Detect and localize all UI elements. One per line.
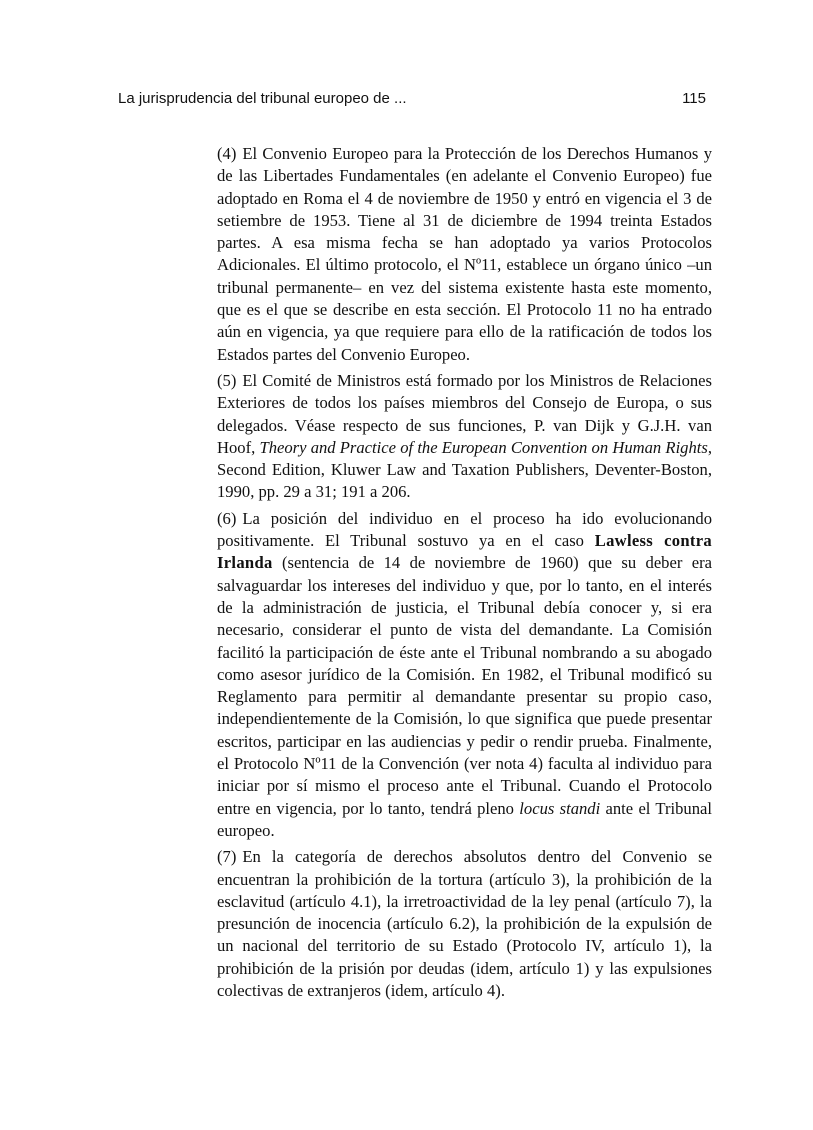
note-number: (5) — [217, 370, 237, 390]
page-number: 115 — [682, 90, 706, 107]
running-header — [118, 90, 706, 107]
note-6 — [217, 508, 712, 842]
note-text: El Comité de Ministros está formado por los Ministros de Relaciones Exteriores de todos los países miembros del Consejo de Europa, o sus delegados. Véase respecto de sus funciones, P. van Dijk y G.J.H. van Hoof, — [217, 370, 712, 457]
note-text: El Convenio Europeo para la Protección de los Derechos Humanos y de las Libertades Fundamentales (en adelante el Convenio Europeo) fue adoptado en Roma el 4 de noviembre de 1950 y entró en vigencia el 3 de setiembre de 1953. Tiene al 31 de diciembre de 1994 treinta Estados partes. A esa misma fecha se han adoptado ya varios Protocolos Adicionales. El último protocolo, el Nº11, establece un órgano único –un tribunal permanente– en vez del sistema existente hasta este momento, que es el que se describe en esta sección. El Protocolo 11 no ha entrado aún en vigencia, ya que requiere para ello de la ratificación de todos los Estados partes del Convenio Europeo. — [217, 144, 712, 364]
note-number: (6) — [217, 508, 237, 528]
note-text: En la categoría de derechos absolutos dentro del Convenio se encuentran la prohibición de la tortura (artículo 3), la prohibición de la esclavitud (artículo 4.1), la irretroactividad de la ley penal (artículo 7), la presunción de inocencia (artículo 6.2), la prohibición de la expulsión de un nacional del territorio de su Estado (Protocolo IV, artículo 1), la prohibición de la prisión por deudas (idem, artículo 1) y las expulsiones colectivas de extranjeros (idem, artículo 4). — [217, 847, 712, 1000]
note-4 — [217, 143, 712, 366]
note-text: , Second Edition, Kluwer Law and Taxation Publishers, Deventer-Boston, 1990, pp. 29 a 31; 191 a 206. — [217, 437, 712, 502]
note-text: (sentencia de 14 de noviembre de 1960) que su deber era salvaguardar los intereses del individuo y que, por lo tanto, en el interés de la administración de justicia, el Tribunal debía conocer y, si era necesario, considerar el punto de vista del demandante. La Comisión facilitó la participación de éste ante el Tribunal nombrando a su abogado como asesor jurídico de la Comisión. En 1982, el Tribunal modificó su Reglamento para permitir al demandante presentar su propio caso, independientemente de la Comisión, lo que significa que puede presentar escritos, participar en las audiencias y pedir o rendir prueba. Finalmente, el Protocolo Nº11 de la Convención (ver nota 4) faculta al individuo para iniciar por sí mismo el proceso ante el Tribunal. Cuando el Protocolo entre en vigencia, por lo tanto, tendrá pleno — [217, 553, 712, 818]
case-name: Lawless contra Irlanda — [217, 531, 712, 573]
note-text: La posición del individuo en el proceso ha ido evolucionando positivamente. El Tribunal sostuvo ya en el caso — [217, 508, 712, 551]
endnotes — [217, 143, 712, 1002]
book-title: Theory and Practice of the European Convention on Human Rights — [259, 437, 708, 457]
note-5 — [217, 370, 712, 504]
note-number: (7) — [217, 847, 237, 867]
note-text: ante el Tribunal europeo. — [217, 798, 712, 840]
note-7 — [217, 846, 712, 1002]
note-number: (4) — [217, 144, 237, 163]
running-title: La jurisprudencia del tribunal europeo de ... — [118, 90, 407, 107]
latin-term: locus standi — [519, 798, 601, 818]
